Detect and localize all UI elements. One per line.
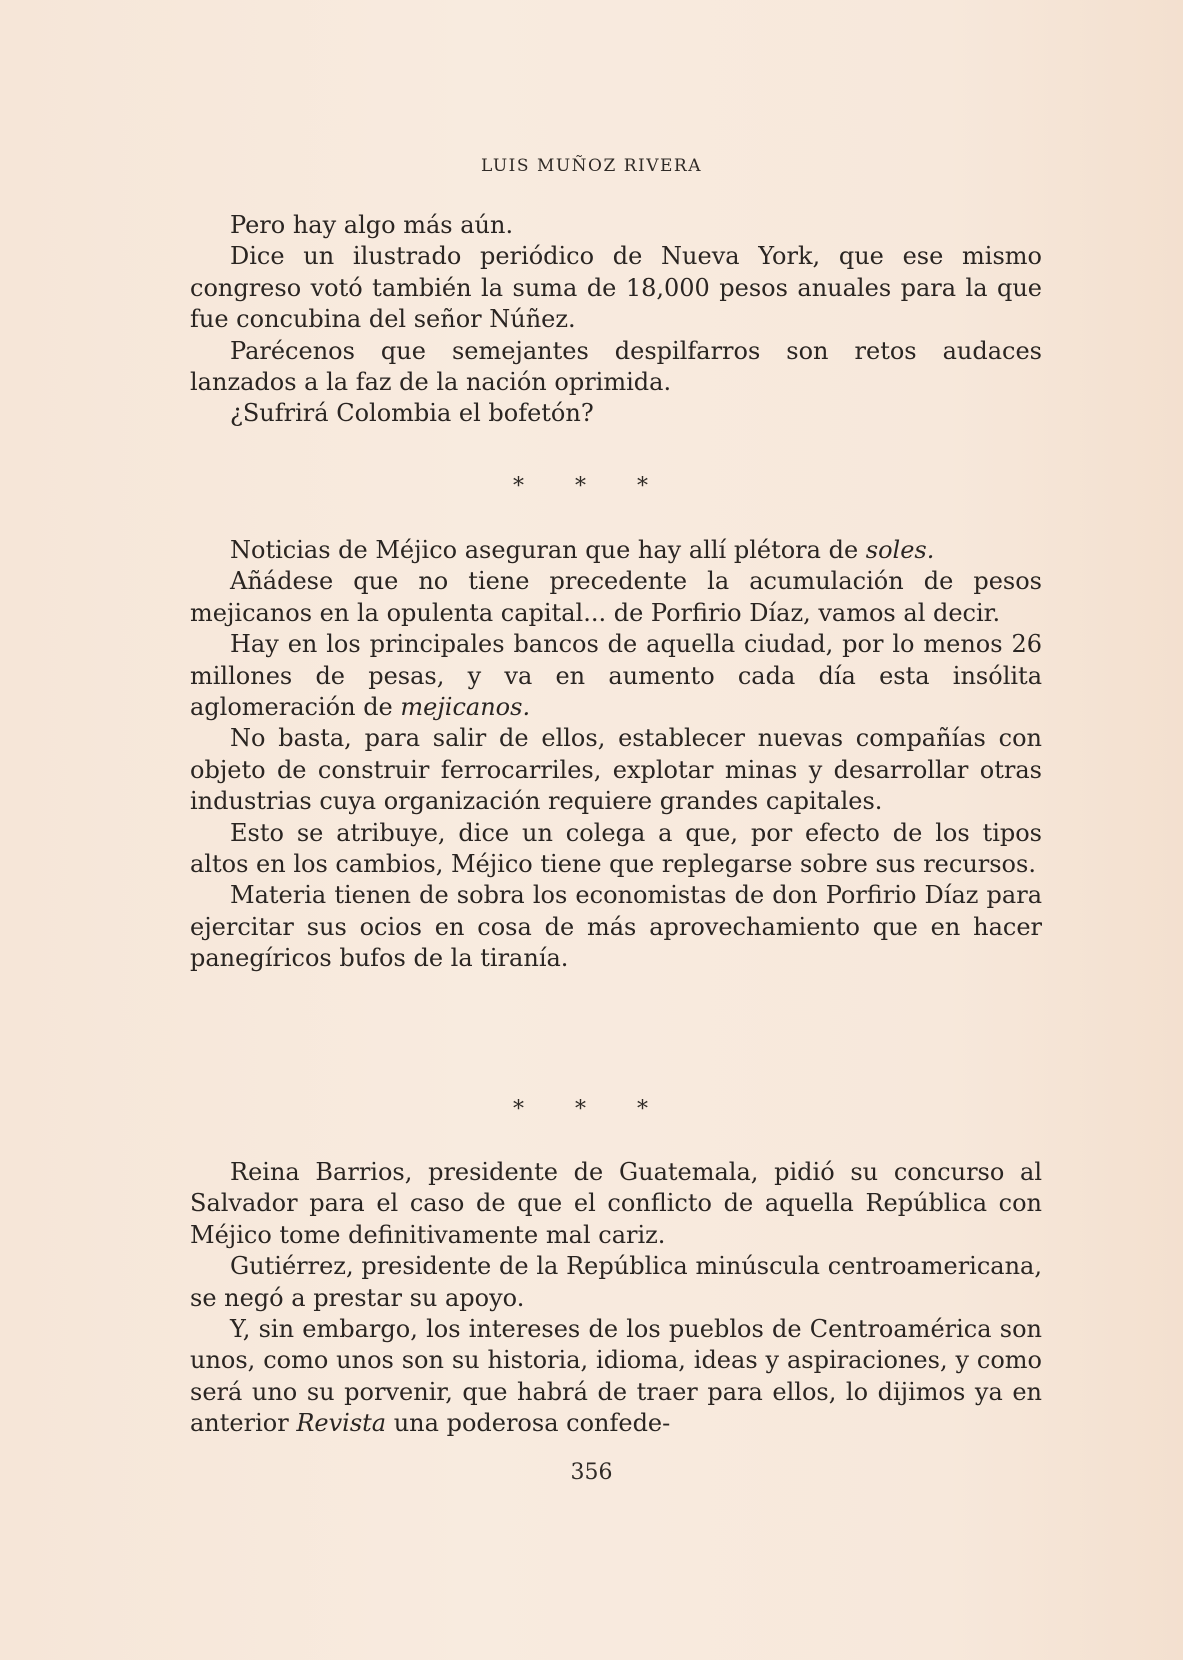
paragraph: Reina Barrios, presidente de Guatemala, pidió su concurso al Salvador para el caso de que el conflicto de aquella República con Méjico tome definitivamente mal cariz. <box>190 1158 1042 1249</box>
section-mexico <box>190 535 1042 975</box>
italic-word: Revista <box>296 1409 387 1438</box>
paragraph-text: una poderosa confede- <box>386 1409 671 1438</box>
paragraph: Gutiérrez, presidente de la República minúscula centroamericana, se negó a prestar su apoyo. <box>190 1252 1042 1312</box>
paragraph <box>190 629 1042 723</box>
section-colombia <box>190 210 1042 430</box>
paragraph: Materia tienen de sobra los economistas de don Porfirio Díaz para ejercitar sus ocios en cosa de más aprovechamiento que en hacer panegíricos bufos de la tiranía. <box>190 881 1042 973</box>
paragraph: Esto se atribuye, dice un colega a que, por efecto de los tipos altos en los cambios, Méjico tiene que replegarse sobre sus recursos. <box>190 818 1042 879</box>
paragraph <box>190 535 1042 566</box>
section-separator: * * * <box>513 1097 670 1122</box>
section-separator: * * * <box>513 474 670 499</box>
italic-word: soles. <box>865 536 935 564</box>
italic-word: mejicanos. <box>400 693 531 722</box>
paragraph <box>190 1314 1042 1440</box>
paragraph: No basta, para salir de ellos, establecer nuevas compañías con objeto de construir ferrocarriles, explotar minas y desarrollar otras industrias cuya organización requiere grandes capitales. <box>190 724 1042 816</box>
paragraph-text: Y, sin embargo, los intereses de los pueblos de Centroamérica son unos, como unos son su historia, idioma, ideas y aspiraciones, y como será uno su porvenir, que habrá de traer para ellos, lo dijimos ya en anterior <box>190 1315 1042 1438</box>
page-number: 356 <box>570 1460 613 1485</box>
paragraph: ¿Sufrirá Colombia el bofetón? <box>230 399 594 428</box>
paragraph-text: Hay en los principales bancos de aquella ciudad, por lo menos 26 millones de pesas, y va en aumento cada día esta insólita aglomeración de <box>190 630 1042 722</box>
paragraph-text: Noticias de Méjico aseguran que hay allí plétora de <box>230 536 866 564</box>
paragraph: Parécenos que semejantes despilfarros son retos audaces lanzados a la faz de la nación oprimida. <box>190 336 1042 397</box>
running-head: LUIS MUÑOZ RIVERA <box>481 156 702 176</box>
paragraph: Pero hay algo más aún. <box>230 211 514 239</box>
paragraph: Añádese que no tiene precedente la acumulación de pesos mejicanos en la opulenta capital... de Porfirio Díaz, vamos al decir. <box>190 567 1042 627</box>
section-guatemala <box>190 1157 1042 1440</box>
paragraph: Dice un ilustrado periódico de Nueva York, que ese mismo congreso votó también la suma de 18,000 pesos anuales para la que fue concubina del señor Núñez. <box>190 242 1042 334</box>
